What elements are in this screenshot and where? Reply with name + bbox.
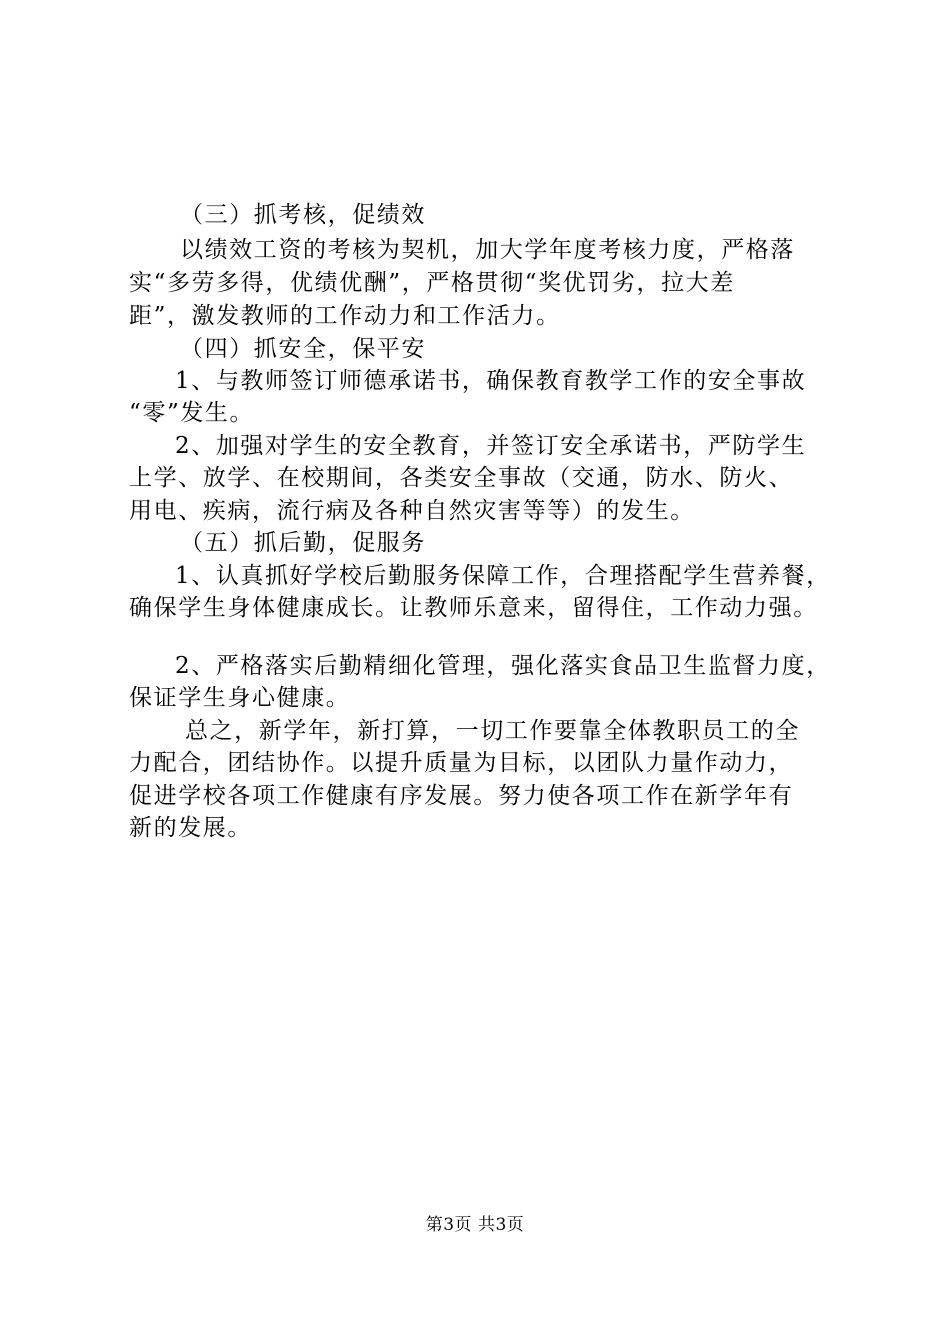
paragraph-line: 实“多劳多得，优绩优酬”，严格贯彻“奖优罚劣，拉大差 (129, 270, 735, 296)
section-heading-4: （四）抓安全，保平安 (180, 336, 426, 362)
paragraph-line: 上学、放学、在校期间，各类安全事故（交通，防水、防火、 (129, 465, 794, 491)
paragraph-line: 2、严格落实后勤精细化管理，强化落实食品卫生监督力度， (175, 653, 831, 679)
page-number-footer: 第3页 共3页 (425, 1215, 525, 1235)
paragraph-line: 1、认真抓好学校后勤服务保障工作，合理搭配学生营养餐， (175, 563, 831, 589)
section-heading-5: （五）抓后勤，促服务 (180, 530, 426, 556)
paragraph-line: 2、加强对学生的安全教育，并签订安全承诺书，严防学生 (175, 433, 807, 459)
paragraph-line: 用电、疾病，流行病及各种自然灾害等等）的发生。 (129, 498, 695, 524)
section-heading-3: （三）抓考核，促绩效 (180, 202, 426, 228)
paragraph-line: “零”发生。 (129, 400, 255, 426)
paragraph-line: 新的发展。 (129, 815, 252, 841)
paragraph-line: 力配合，团结协作。以提升质量为目标，以团队力量作动力， (129, 750, 794, 776)
paragraph-line: 距”，激发教师的工作动力和工作活力。 (129, 303, 561, 329)
paragraph-line: 确保学生身体健康成长。让教师乐意来，留得住，工作动力强。 (129, 595, 818, 621)
paragraph-line: 促进学校各项工作健康有序发展。努力使各项工作在新学年有 (129, 783, 794, 809)
paragraph-line: 1、与教师签订师德承诺书，确保教育教学工作的安全事故 (175, 368, 807, 394)
paragraph-line: 总之，新学年，新打算，一切工作要靠全体教职员工的全 (185, 718, 800, 744)
paragraph-line: 保证学生身心健康。 (129, 685, 351, 711)
paragraph-line: 以绩效工资的考核为契机，加大学年度考核力度，严格落 (180, 237, 795, 263)
